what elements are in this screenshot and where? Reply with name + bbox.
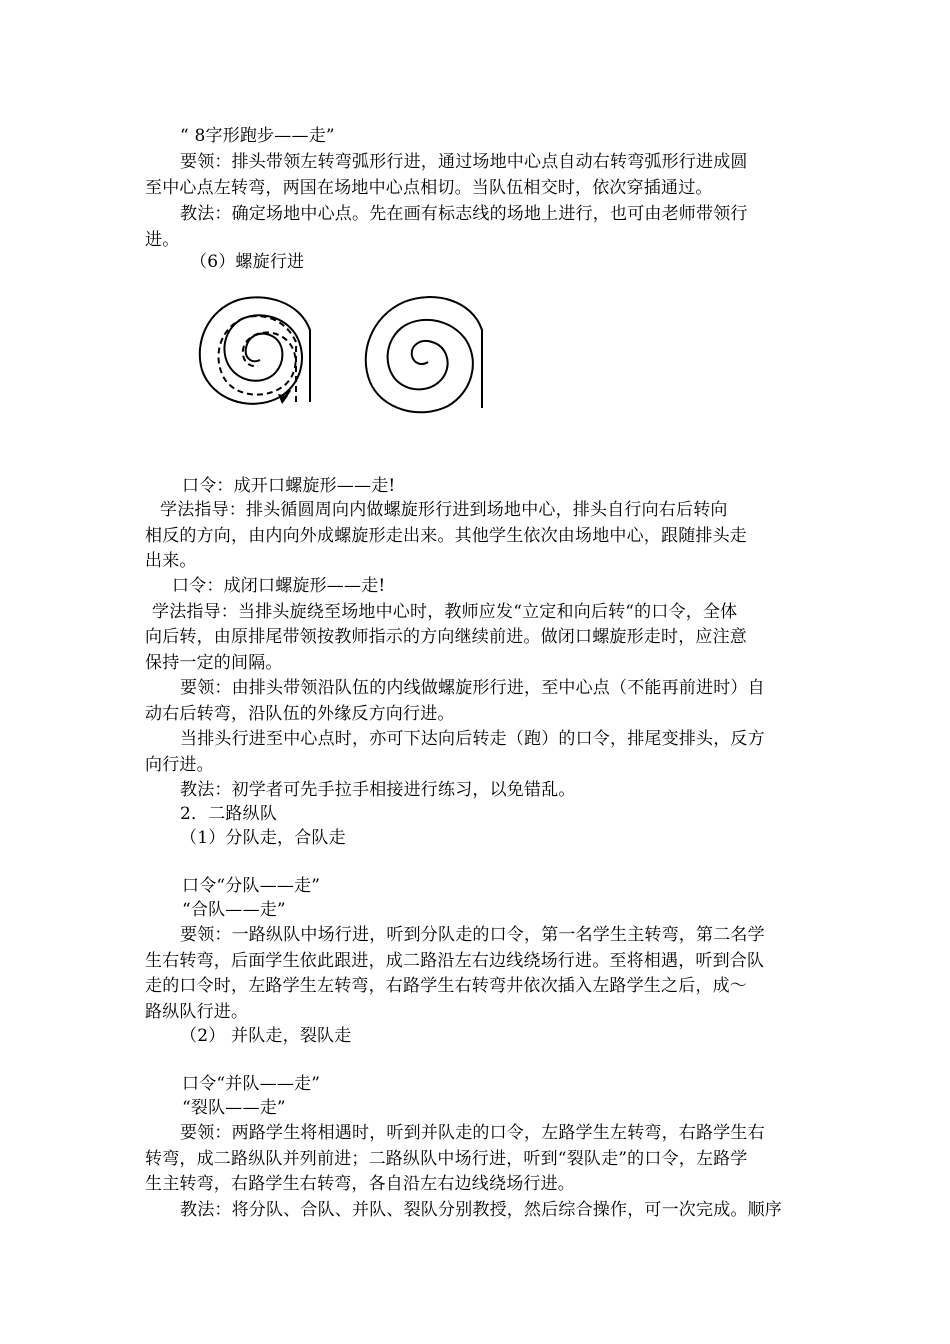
paragraph-line: 动右后转弯，沿队伍的外缘反方向行进。 bbox=[145, 704, 455, 724]
paragraph-line: 出来。 bbox=[145, 551, 197, 571]
paragraph-line: 学法指导：排头循圆周向内做螺旋形行进到场地中心，排头自行向右后转向 bbox=[160, 500, 728, 520]
paragraph-line: 向行进。 bbox=[145, 755, 214, 775]
paragraph-line: 向后转，由原排尾带领按教师指示的方向继续前进。做闭口螺旋形走时，应注意 bbox=[145, 627, 747, 647]
paragraph-line: 学法指导：当排头旋绕至场地中心时，教师应发“立定和向后转“的口令，全体 bbox=[152, 602, 738, 622]
spiral-figure bbox=[190, 290, 510, 425]
paragraph-line: 教法：初学者可先手拉手相接进行练习，以免错乱。 bbox=[180, 780, 576, 800]
paragraph-line: 保持一定的间隔。 bbox=[145, 653, 283, 673]
paragraph-line: 要领：两路学生将相遇时，听到并队走的口令，左路学生左转弯，右路学生右 bbox=[180, 1123, 765, 1143]
paragraph-line: 转弯，成二路纵队并列前进；二路纵队中场行进，听到“裂队走”的口令，左路学 bbox=[145, 1149, 748, 1169]
section-heading-two-column: 2．二路纵队 bbox=[180, 804, 278, 824]
paragraph-line: 生右转弯，后面学生依此跟进，成二路沿左右边线绕场行进。至将相遇，听到合队 bbox=[145, 951, 765, 971]
paragraph-line: 进。 bbox=[145, 230, 180, 250]
paragraph-line: 至中心点左转弯，两国在场地中心点相切。当队伍相交时，依次穿插通过。 bbox=[145, 178, 713, 198]
paragraph-line: 生主转弯，右路学生右转弯，各自沿左右边线绕场行进。 bbox=[145, 1174, 575, 1194]
paragraph-line: 路纵队行进。 bbox=[145, 1002, 249, 1022]
paragraph-line: 要领：一路纵队中场行进，听到分队走的口令，第一名学生主转弯，第二名学 bbox=[180, 925, 765, 945]
subsection-heading: （2） 并队走，裂队走 bbox=[180, 1026, 352, 1046]
paragraph-line: 要领：排头带领左转弯弧形行进，通过场地中心点自动右转弯弧形行进成圆 bbox=[180, 152, 748, 172]
heading-figure8: “ 8字形跑步——走” bbox=[180, 126, 335, 146]
command-line: 口令“分队——走” bbox=[182, 876, 321, 896]
open-spiral-with-dashed-path-icon bbox=[200, 297, 310, 404]
command-line: 口令“并队——走” bbox=[182, 1074, 321, 1094]
paragraph-line: 相反的方向，由内向外成螺旋形走出来。其他学生依次由场地中心，跟随排头走 bbox=[145, 526, 747, 546]
command-line: “合队——走” bbox=[182, 900, 286, 920]
command-line: “裂队——走” bbox=[182, 1098, 286, 1118]
paragraph-line: 要领：由排头带领沿队伍的内线做螺旋形行进，至中心点（不能再前进时）自 bbox=[180, 678, 765, 698]
paragraph-line: 教法：确定场地中心点。先在画有标志线的场地上进行，也可由老师带领行 bbox=[180, 204, 748, 224]
command-line: 口令：成开口螺旋形——走! bbox=[182, 476, 396, 496]
subsection-heading: （1）分队走，合队走 bbox=[180, 828, 346, 848]
paragraph-line: 教法：将分队、合队、并队、裂队分别教授，然后综合操作，可一次完成。顺序 bbox=[180, 1200, 782, 1220]
closed-spiral-icon bbox=[366, 297, 482, 412]
paragraph-line: 当排头行进至中心点时，亦可下达向后转走（跑）的口令，排尾变排头，反方 bbox=[180, 729, 765, 749]
paragraph-line: 走的口令时，左路学生左转弯，右路学生右转弯井依次插入左路学生之后，成～ bbox=[145, 976, 747, 996]
section-heading-spiral: （6）螺旋行进 bbox=[190, 252, 305, 272]
command-line: 口令：成闭口螺旋形——走! bbox=[172, 576, 386, 596]
